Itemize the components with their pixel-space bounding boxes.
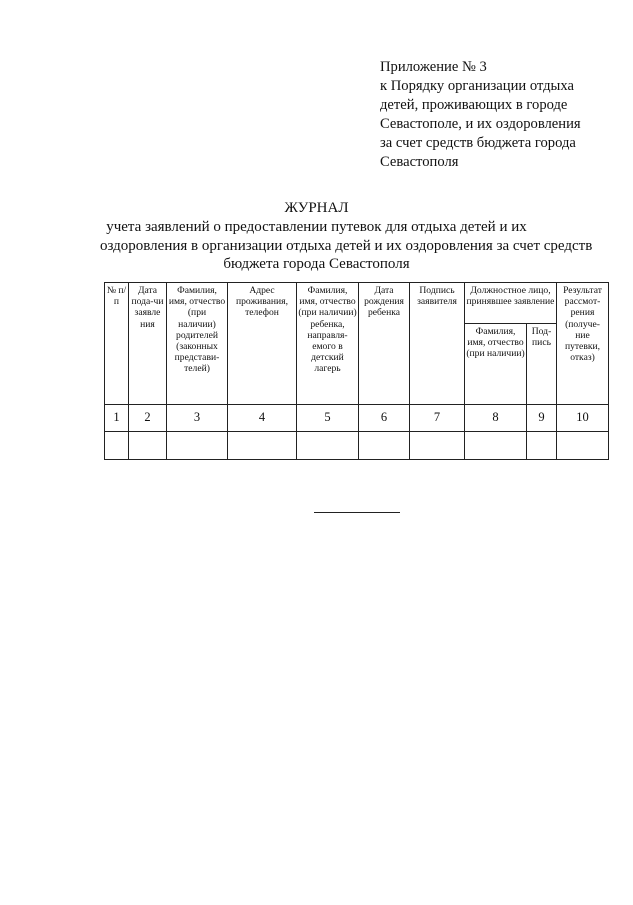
document-title: ЖУРНАЛ: [284, 200, 349, 216]
appendix-line: к Порядку организации отдыха: [380, 78, 574, 94]
appendix-line: за счет средств бюджета города: [380, 135, 576, 151]
appendix-line: Севастополе, и их оздоровления: [380, 116, 581, 132]
column-number: 1: [105, 405, 129, 432]
column-number: 7: [410, 405, 465, 432]
header-address: Адрес проживания, телефон: [228, 283, 297, 405]
column-number: 2: [129, 405, 167, 432]
column-number: 9: [527, 405, 557, 432]
document-subtitle: [100, 218, 593, 274]
column-number: 3: [167, 405, 228, 432]
header-result: Результат рассмот-рения (получе-ние путевки, отказ): [557, 283, 609, 405]
subtitle-line: учета заявлений о предоставлении путевок для отдыха детей и их: [106, 219, 527, 235]
subtitle-line: бюджета города Севастополя: [223, 256, 410, 272]
empty-cell: [129, 432, 167, 460]
header-date-submitted: Дата пода-чи заявле ния: [129, 283, 167, 405]
journal-table: [104, 282, 609, 460]
column-number: 4: [228, 405, 297, 432]
header-applicant-signature: Подпись заявителя: [410, 283, 465, 405]
closing-divider-line: [314, 512, 400, 513]
empty-entry-row: [105, 432, 609, 460]
appendix-line: детей, проживающих в городе: [380, 97, 568, 113]
column-number: 8: [465, 405, 527, 432]
column-number: 5: [297, 405, 359, 432]
appendix-block: [380, 58, 620, 172]
header-row: [105, 283, 609, 324]
column-number: 6: [359, 405, 410, 432]
empty-cell: [167, 432, 228, 460]
subtitle-line: оздоровления в организации отдыха детей и их оздоровления за счет средств: [100, 237, 593, 254]
empty-cell: [527, 432, 557, 460]
column-number: 10: [557, 405, 609, 432]
appendix-line: Приложение № 3: [380, 59, 487, 75]
empty-cell: [297, 432, 359, 460]
empty-cell: [557, 432, 609, 460]
header-child-birth: Дата рождения ребенка: [359, 283, 410, 405]
header-child-name: Фамилия, имя, отчество (при наличии) ребенка, направля-емого в детский лагерь: [297, 283, 359, 405]
empty-cell: [228, 432, 297, 460]
header-official: Должностное лицо, принявшее заявление: [465, 283, 557, 324]
header-official-name: Фамилия, имя, отчество (при наличии): [465, 324, 527, 405]
column-number-row: [105, 405, 609, 432]
empty-cell: [359, 432, 410, 460]
empty-cell: [105, 432, 129, 460]
empty-cell: [465, 432, 527, 460]
header-official-signature: Под-пись: [527, 324, 557, 405]
header-parent-name: Фамилия, имя, отчество (при наличии) родителей (законных представи-телей): [167, 283, 228, 405]
header-num: № п/п: [105, 283, 129, 405]
appendix-line: Севастополя: [380, 154, 459, 170]
empty-cell: [410, 432, 465, 460]
